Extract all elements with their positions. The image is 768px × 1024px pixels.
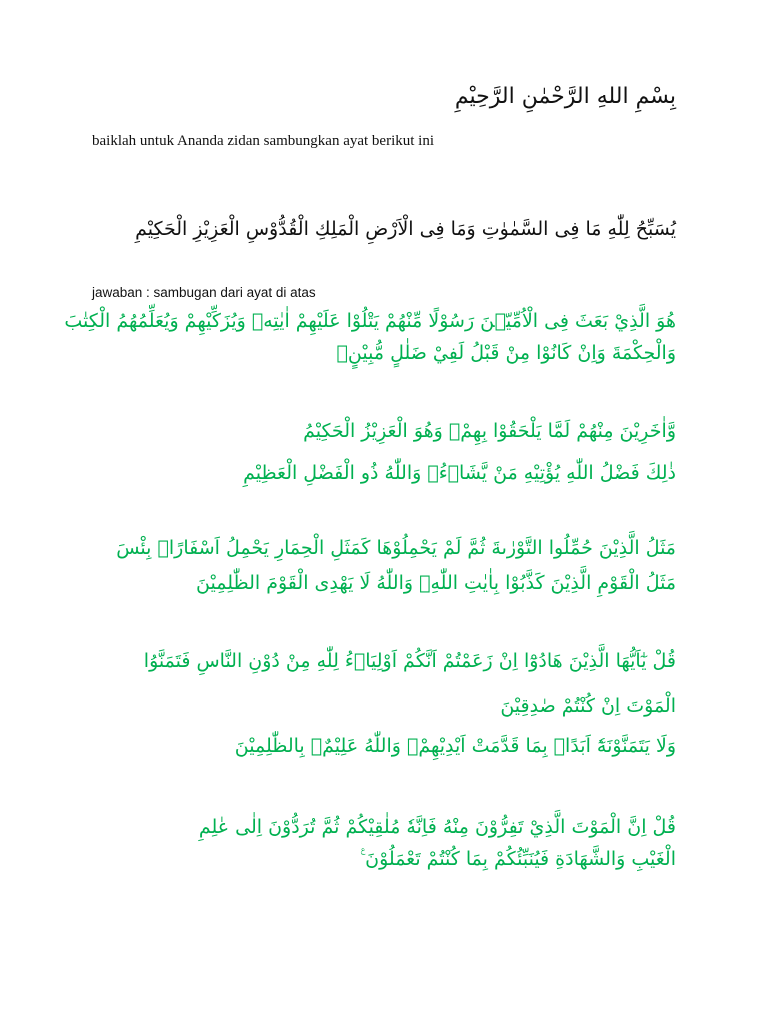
basmala-heading: بِسْمِ اللهِ الرَّحْمٰنِ الرَّحِيْمِ [454, 84, 676, 109]
answer-label: jawaban : sambugan dari ayat di atas [92, 285, 316, 300]
answer-line: مَثَلُ الْقَوْمِ الَّذِيْنَ كَذَّبُوْا بِاٰيٰتِ اللّٰهِۗ وَاللّٰهُ لَا يَهْدِى الْقَوْمَ الظّٰلِمِيْنَ [196, 572, 676, 594]
answer-line: قُلْ يٰٓاَيُّهَا الَّذِيْنَ هَادُوْٓا اِنْ زَعَمْتُمْ اَنَّكُمْ اَوْلِيَاۤءُ لِلّٰهِ مِنْ دُوْنِ النَّاسِ فَتَمَنَّوُا [143, 650, 676, 672]
question-verse: يُسَبِّحُ لِلّٰهِ مَا فِى السَّمٰوٰتِ وَمَا فِى الْاَرْضِ الْمَلِكِ الْقُدُّوْسِ الْعَزِيْزِ الْحَكِيْمِ [135, 218, 676, 240]
answer-line: مَثَلُ الَّذِيْنَ حُمِّلُوا التَّوْرٰىةَ ثُمَّ لَمْ يَحْمِلُوْهَا كَمَثَلِ الْحِمَارِ يَحْمِلُ اَسْفَارًاۗ بِئْسَ [116, 537, 676, 559]
answer-line: وَالْحِكْمَةَ وَاِنْ كَانُوْا مِنْ قَبْلُ لَفِيْ ضَلٰلٍ مُّبِيْنٍۙ [336, 342, 676, 364]
answer-line: ذٰلِكَ فَضْلُ اللّٰهِ يُؤْتِيْهِ مَنْ يَّشَاۤءُۗ وَاللّٰهُ ذُو الْفَضْلِ الْعَظِيْمِ [243, 462, 676, 484]
answer-line: قُلْ اِنَّ الْمَوْتَ الَّذِيْ تَفِرُّوْنَ مِنْهُ فَاِنَّهٗ مُلٰقِيْكُمْ ثُمَّ تُرَدُّوْنَ اِلٰى عٰلِمِ [198, 816, 676, 838]
answer-line: الْغَيْبِ وَالشَّهَادَةِ فَيُنَبِّئُكُمْ بِمَا كُنْتُمْ تَعْمَلُوْنَ ࣖ [360, 848, 676, 870]
answer-line: وَلَا يَتَمَنَّوْنَهٗٓ اَبَدًاۢ بِمَا قَدَّمَتْ اَيْدِيْهِمْۗ وَاللّٰهُ عَلِيْمٌۢ بِالظّٰلِمِيْنَ [234, 735, 676, 757]
answer-line: هُوَ الَّذِيْ بَعَثَ فِى الْاُمِّيّٖنَ رَسُوْلًا مِّنْهُمْ يَتْلُوْا عَلَيْهِمْ اٰيٰتِهٖ وَيُزَكِّيْهِمْ وَيُعَلِّمُهُمُ الْكِتٰبَ [64, 310, 676, 332]
answer-line: الْمَوْتَ اِنْ كُنْتُمْ صٰدِقِيْنَ [500, 695, 676, 717]
answer-line: وَّاٰخَرِيْنَ مِنْهُمْ لَمَّا يَلْحَقُوْا بِهِمْۗ وَهُوَ الْعَزِيْزُ الْحَكِيْمُ [303, 420, 676, 442]
instruction-text: baiklah untuk Ananda zidan sambungkan ayat berikut ini [92, 133, 434, 149]
